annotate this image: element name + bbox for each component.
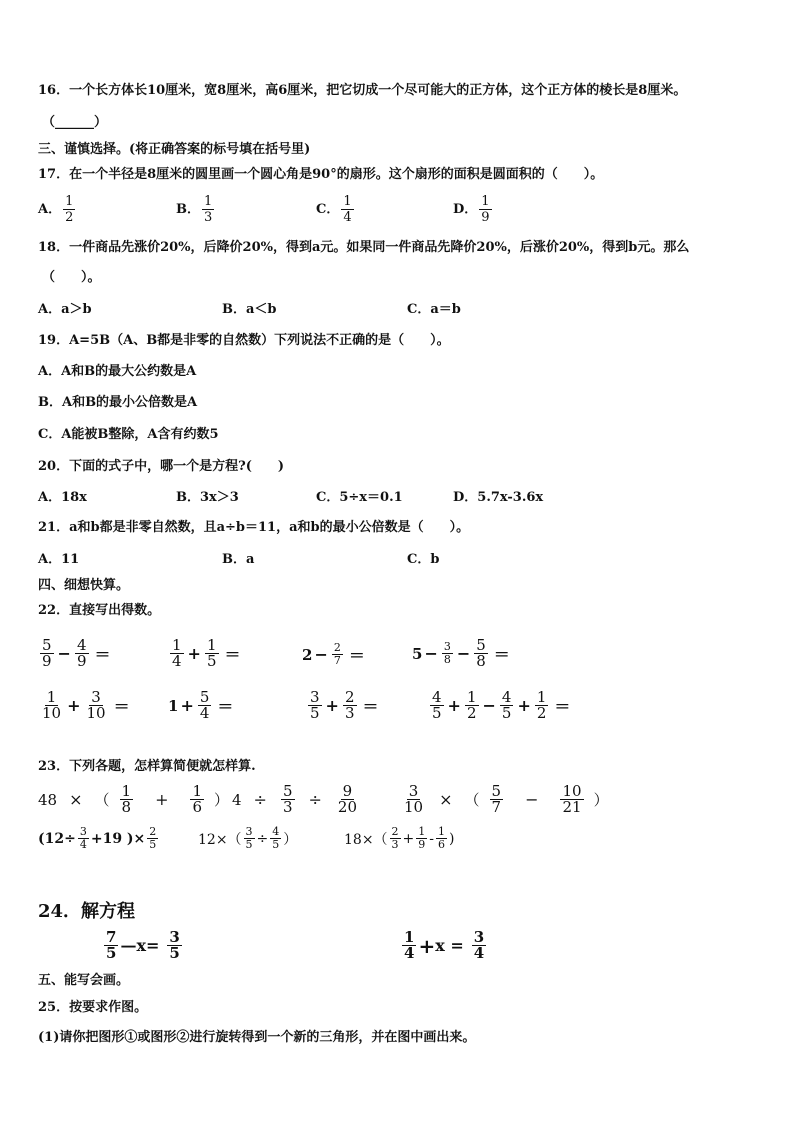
section-5-heading: 五、能写会画。 [38, 973, 130, 988]
q18-option-a: A．a＞b [38, 302, 92, 317]
q20-option-c: C．5÷x＝0.1 [316, 490, 403, 505]
calc-23-3: $\frac{3}{10}$ × （ $\frac{5}{7}$ − $\frac{10}{21}$ ） [404, 782, 609, 816]
q19-option-a: A．A和B的最大公约数是A [38, 364, 197, 379]
q21-option-b: B．a [222, 552, 255, 567]
calc-23-1: 48 × （ $\frac{1}{8}$ + $\frac{1}{6}$ ） [38, 782, 230, 816]
q17-option-b: B． $\frac{1}{3}$ [176, 194, 213, 225]
calc-22-1: $\frac{5}{9}$ − $\frac{4}{9}$ ＝ [42, 636, 111, 670]
question-18: 18．一件商品先涨价20%，后降价20%，得到a元。如果同一件商品先降价20%，后涨价20%，得到b元。那么 [38, 240, 690, 255]
equation-24-1: $\frac{7}{5}$ —x= $\frac{3}{5}$ [106, 928, 180, 962]
question-20: 20．下面的式子中，哪一个是方程?( ) [38, 459, 285, 474]
question-23: 23．下列各题，怎样算简便就怎样算. [38, 759, 256, 774]
calc-22-3: 2 − $\frac{2}{7}$ ＝ [302, 641, 365, 667]
q18-option-c: C．a＝b [407, 302, 461, 317]
calc-22-7: $\frac{3}{5}$ + $\frac{2}{3}$ ＝ [310, 688, 379, 722]
q18-option-b: B．a＜b [222, 302, 277, 317]
calc-23-4: (12÷ $\frac{3}{4}$ +19 )× $\frac{2}{5}$ [38, 825, 157, 851]
question-22: 22．直接写出得数。 [38, 603, 161, 618]
q21-option-a: A．11 [38, 552, 80, 567]
equation-24-2: $\frac{1}{4}$ + x = $\frac{3}{4}$ [404, 928, 485, 962]
calc-22-4: 5 − $\frac{3}{8}$ − $\frac{5}{8}$ ＝ [412, 636, 510, 670]
calc-23-6: 18×（ $\frac{2}{3}$ + $\frac{1}{9}$ - $\frac{1}{6}$ ) [344, 825, 455, 851]
section-4-heading: 四、细想快算。 [38, 578, 130, 593]
calc-23-5: 12×（ $\frac{3}{5}$ ÷ $\frac{4}{5}$ ） [198, 825, 298, 851]
question-25: 25．按要求作图。 [38, 1000, 148, 1015]
calc-22-2: $\frac{1}{4}$ + $\frac{1}{5}$ ＝ [172, 636, 241, 670]
q17-option-d: D． $\frac{1}{9}$ [453, 194, 490, 225]
calc-22-5: $\frac{1}{10}$ + $\frac{3}{10}$ ＝ [42, 688, 130, 722]
q20-option-a: A．18x [38, 490, 87, 505]
answer-blank-16: （______） [42, 115, 108, 130]
calc-22-6: 1 + $\frac{5}{4}$ ＝ [168, 688, 234, 722]
question-24-heading: 24．解方程 [38, 901, 136, 922]
q19-option-c: C．A能被B整除，A含有约数5 [38, 427, 219, 442]
question-16: 16．一个长方体长10厘米，宽8厘米，高6厘米，把它切成一个尽可能大的正方体，这个正方体的棱长是8厘米。 [38, 83, 687, 98]
section-3-heading: 三、谨慎选择。(将正确答案的标号填在括号里) [38, 142, 311, 157]
calc-22-8: $\frac{4}{5}$ + $\frac{1}{2}$ − $\frac{4}{5}$ + $\frac{1}{2}$ ＝ [432, 688, 571, 722]
question-21: 21．a和b都是非零自然数，且a÷b＝11，a和b的最小公倍数是（ ）。 [38, 520, 470, 535]
calc-23-2: 4 ÷ $\frac{5}{3}$ ÷ $\frac{9}{20}$ [232, 782, 357, 816]
q20-option-d: D．5.7x-3.6x [453, 490, 544, 505]
answer-paren-18: （ ）。 [42, 270, 101, 285]
question-25-1: (1)请你把图形①或图形②进行旋转得到一个新的三角形，并在图中画出来。 [38, 1030, 476, 1045]
q20-option-b: B．3x＞3 [176, 490, 239, 505]
q17-option-a: A． $\frac{1}{2}$ [38, 194, 74, 225]
question-17: 17．在一个半径是8厘米的圆里画一个圆心角是90°的扇形。这个扇形的面积是圆面积的（ ）。 [38, 167, 604, 182]
q17-option-c: C． $\frac{1}{4}$ [316, 194, 352, 225]
question-19: 19．A=5B（A、B都是非零的自然数）下列说法不正确的是（ ）。 [38, 333, 450, 348]
q19-option-b: B．A和B的最小公倍数是A [38, 395, 198, 410]
q21-option-c: C．b [407, 552, 440, 567]
